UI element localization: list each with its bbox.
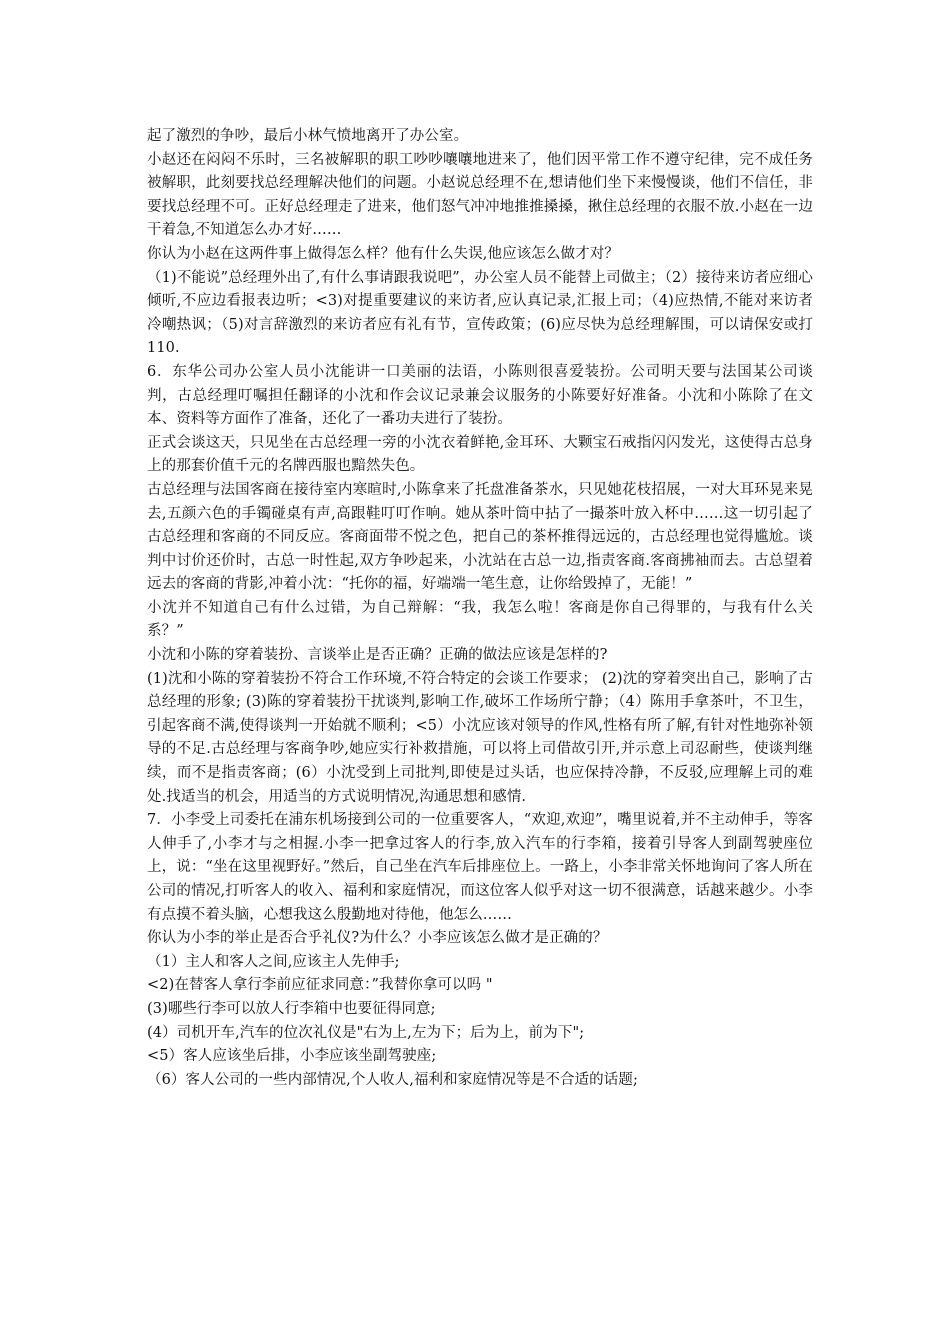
paragraph-case6-answer: (1)沈和小陈的穿着装扮不符合工作环境,不符合特定的会谈工作要求； (2)沈的穿着突出自己，影响了古总经理的形象; (3)陈的穿着装扮干扰谈判,影响工作,破坏工作场所宁静；（4）陈用手拿茶叶，不卫生，引起客商不满,使得谈判一开始就不顺利；<5）小沈应该对领导的作风,性格有所了解,有针对性地弥补领导的不足.古总经理与客商争吵,她应实行补救措施，可以将上司借故引开,并示意上司忍耐些，使谈判继续，而不是指责客商；(6）小沈受到上司批判,即使是过头话，也应保持冷静，不反驳,应理解上司的难处.找适当的机会，用适当的方式说明情况,沟通思想和感情. xyxy=(147,670,813,805)
paragraph-case7-answer-2: <2)在替客人拿行李前应征求同意：”我替你拿可以吗 " xyxy=(147,977,493,994)
paragraph-case5-answer: （1)不能说”总经理外出了,有什么事请跟我说吧”，办公室人员不能替上司做主；（2）接待来访者应细心倾听,不应边看报表边听；<3)对提重要建议的来访者,应认真记录,汇报上司；（4)应热情,不能对来访者冷嘲热讽；（5)对言辞激烈的来访者应有礼有节，宣传政策；(6)应尽快为总经理解围，可以请保安或打 110. xyxy=(147,269,813,357)
paragraph-case6-defense: 小沈并不知道自己有什么过错，为自己辩解：“我，我怎么啦！客商是你自己得罪的，与我有什么关系？” xyxy=(147,599,813,640)
paragraph-case7-question: 你认为小李的举止是否合乎礼仪?为什么？小李应该怎么做才是正确的？ xyxy=(147,930,608,947)
paragraph-case7-answer-4: (4）司机开车,汽车的位次礼仪是"右为上,左为下；后为上，前为下"; xyxy=(147,1024,585,1041)
paragraph-case7-answer-1: （1）主人和客人之间,应该主人先伸手; xyxy=(147,953,400,970)
paragraph-case7-answer-6: （6）客人公司的一些内部情况,个人收人,福利和家庭情况等是不合适的话题; xyxy=(147,1071,638,1088)
paragraph-case5-question: 你认为小赵在这两件事上做得怎么样？他有什么失误,他应该怎么做才对？ xyxy=(147,245,619,262)
paragraph-case6-question: 小沈和小陈的穿着装扮、言谈举止是否正确？正确的做法应该是怎样的? xyxy=(147,647,608,664)
paragraph-case7-answer-3: (3)哪些行李可以放人行李箱中也要征得同意; xyxy=(147,1000,436,1017)
paragraph-case5-story: 小赵还在闷闷不乐时，三名被解职的职工吵吵嚷嚷地进来了，他们因平常工作不遵守纪律，完不成任务被解职，此刻要找总经理解决他们的问题。小赵说总经理不在,想请他们坐下来慢慢谈，他们不信任，非要找总经理不可。正好总经理走了进来，他们怒气冲冲地推推搡搡，揪住总经理的衣服不放.小赵在一边干着急,不知道怎么办才好…… xyxy=(147,151,813,239)
paragraph-case7-answer-5: <5）客人应该坐后排，小李应该坐副驾驶座; xyxy=(147,1048,437,1065)
paragraph-continuation: 起了激烈的争吵，最后小林气愤地离开了办公室。 xyxy=(147,128,469,144)
paragraph-case6-meeting: 正式会谈这天，只见坐在古总经理一旁的小沈衣着鲜艳,金耳环、大颗宝石戒指闪闪发光，这使得古总身上的那套价值千元的名牌西服也黯然失色。 xyxy=(147,434,813,475)
document-body xyxy=(147,125,813,1092)
paragraph-case6-reception: 古总经理与法国客商在接待室内寒暄时,小陈拿来了托盘准备茶水，只见她花枝招展，一对大耳环晃来晃去,五颜六色的手镯碰桌有声,高跟鞋叮叮作响。她从茶叶筒中拈了一撮茶叶放入杯中……这一切引起了古总经理和客商的不同反应。客商面带不悦之色，把自己的茶杯推得远远的，古总经理也觉得尴尬。谈判中讨价还价时，古总一时性起,双方争吵起来，小沈站在古总一边,指责客商.客商拂袖而去。古总望着远去的客商的背影,冲着小沈：“托你的福，好端端一笔生意，让你给毁掉了，无能！” xyxy=(147,481,813,593)
paragraph-case7-story: 7．小李受上司委托在浦东机场接到公司的一位重要客人，“欢迎,欢迎”，嘴里说着,并不主动伸手，等客人伸手了,小李才与之相握.小李一把拿过客人的行李,放入汽车的行李箱，接着引导客人到副驾驶座位上，说：“坐在这里视野好。”然后，自己坐在汽车后排座位上。一路上，小李非常关怀地询问了客人所在公司的情况,打听客人的收入、福利和家庭情况，而这位客人似乎对这一切不很满意，话越来越少。小李有点摸不着头脑，心想我这么殷勤地对待他，他怎么…… xyxy=(147,812,813,923)
paragraph-case6-intro: 6．东华公司办公室人员小沈能讲一口美丽的法语，小陈则很喜爱装扮。公司明天要与法国某公司谈判，古总经理叮嘱担任翻译的小沈和作会议记录兼会议服务的小陈要好好准备。小沈和小陈除了在文本、资料等方面作了准备，还化了一番功夫进行了装扮。 xyxy=(147,363,813,428)
